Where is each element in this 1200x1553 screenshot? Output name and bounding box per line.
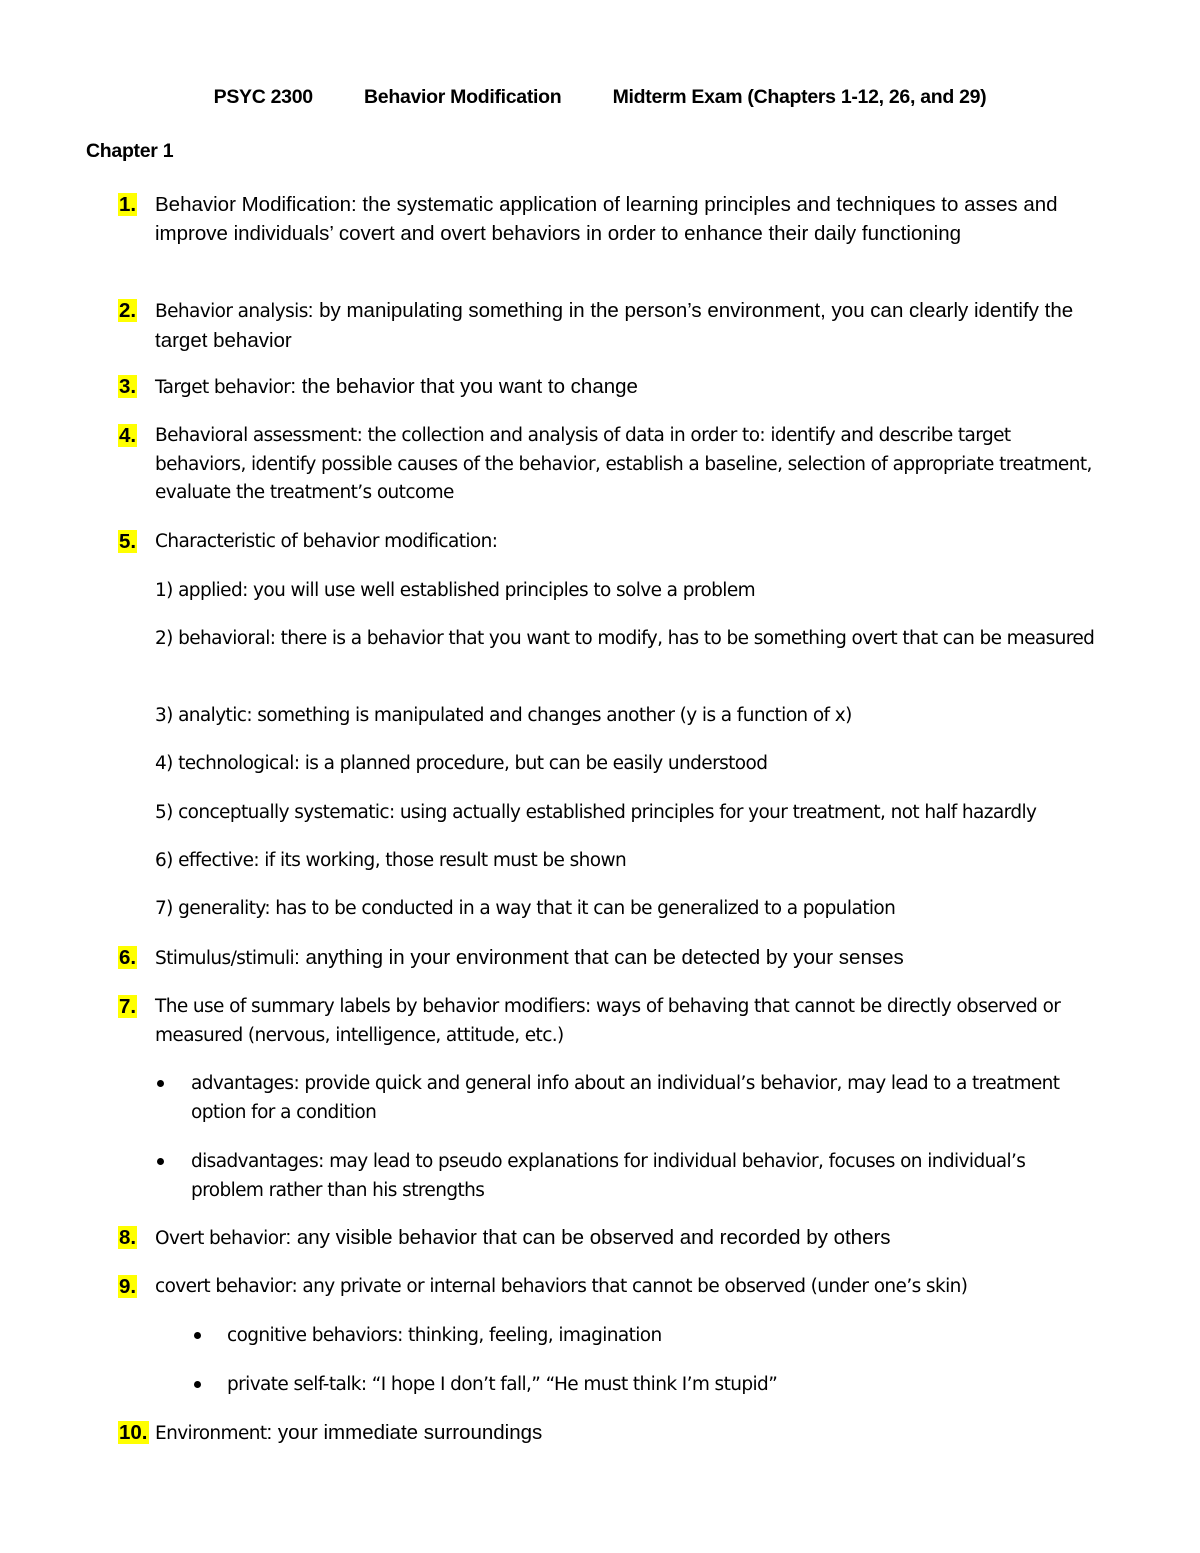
item-term: The use of summary labels by behavior modifiers [155, 996, 586, 1017]
item-number: 5. [119, 530, 137, 553]
item-term: Behavioral assessment [155, 425, 357, 446]
course-title: Behavior Modification [364, 86, 562, 108]
bullet-advantages: advantages: provide quick and general info about an individual’s behavior, may lead to a treatment option for a condition [191, 1073, 1060, 1123]
bullet-disadvantages: disadvantages: may lead to pseudo explanations for individual behavior, focuses on individual’s problem rather than his strengths [191, 1151, 1026, 1201]
item-term: Environment [155, 1423, 267, 1444]
characteristic-line: 6) effective: if its working, those result must be shown [155, 850, 627, 871]
item-term: Stimulus/stimuli [155, 948, 295, 969]
item-text [155, 1273, 1100, 1302]
bullet-dot [194, 1381, 201, 1388]
item-definition: : any private or internal behaviors that cannot be observed (under one’s skin) [291, 1276, 968, 1297]
item-number: 1. [119, 193, 137, 216]
chapter-heading: Chapter 1 [86, 140, 174, 162]
exam-title: Midterm Exam (Chapters 1-12, 26, and 29) [612, 86, 987, 108]
item-definition: : [491, 531, 498, 552]
characteristic-line: 5) conceptually systematic: using actually established principles for your treatment, not half hazardly [155, 802, 1037, 823]
item-definition: : ways of behaving that cannot be directly observed or measured (nervous, intelligence, attitude, etc.) [155, 996, 1061, 1046]
item-definition: : by manipulating something in the person’s environment, you can clearly identify the target behavior [155, 299, 1074, 352]
item-number: 3. [119, 375, 137, 398]
characteristic-line: 1) applied: you will use well established principles to solve a problem [155, 580, 756, 601]
item-text [155, 373, 1100, 403]
characteristic-line: 3) analytic: something is manipulated and changes another (y is a function of x) [155, 705, 852, 726]
item-term: Behavior analysis [155, 301, 308, 322]
item-number: 2. [119, 299, 137, 322]
item-text [155, 528, 1100, 557]
item-definition: : your immediate surroundings [266, 1421, 543, 1444]
bullet-self-talk: private self-talk: “I hope I don’t fall,” “He must think I’m stupid” [227, 1374, 778, 1395]
characteristic-line: 7) generality: has to be conducted in a way that it can be generalized to a population [155, 898, 896, 919]
item-term: Characteristic of behavior modification [155, 531, 492, 552]
item-definition: : anything in your environment that can be detected by your senses [294, 946, 904, 969]
item-text [155, 944, 1100, 974]
bullet-dot [157, 1158, 164, 1165]
item-number: 8. [119, 1226, 137, 1249]
item-definition: : the systematic application of learning principles and techniques to asses and improve individuals’ covert and overt behaviors in order to enhance their daily functioning [155, 193, 1058, 245]
item-term: Overt behavior [155, 1228, 286, 1249]
bullet-dot [157, 1080, 164, 1087]
characteristic-line: 4) technological: is a planned procedure, but can be easily understood [155, 753, 768, 774]
item-text [155, 297, 1100, 355]
item-number: 9. [119, 1275, 137, 1298]
item-text [155, 1419, 1100, 1449]
bullet-cognitive: cognitive behaviors: thinking, feeling, imagination [227, 1325, 662, 1346]
item-term: Target behavior [155, 377, 291, 398]
item-text [155, 1224, 1100, 1254]
bullet-dot [194, 1332, 201, 1339]
item-number: 7. [119, 995, 137, 1018]
item-term: covert behavior [155, 1276, 292, 1297]
characteristic-line: 2) behavioral: there is a behavior that you want to modify, has to be something overt that can be measured [155, 628, 1095, 649]
item-definition: : the behavior that you want to change [290, 375, 638, 398]
item-text [155, 993, 1100, 1050]
course-code: PSYC 2300 [213, 86, 313, 108]
item-number: 4. [119, 424, 137, 447]
item-definition: : any visible behavior that can be observed and recorded by others [285, 1226, 891, 1249]
item-definition: : the collection and analysis of data in order to: identify and describe target behaviors, identify possible causes of the behavior, establish a baseline, selection of appropriate treatment, evaluate the treatment’s outcome [155, 425, 1092, 504]
item-text [155, 191, 1100, 248]
item-term: Behavior Modification [155, 193, 351, 216]
item-text [155, 422, 1100, 508]
page-header [0, 86, 1200, 109]
item-number: 10. [119, 1421, 148, 1444]
item-number: 6. [119, 946, 137, 969]
